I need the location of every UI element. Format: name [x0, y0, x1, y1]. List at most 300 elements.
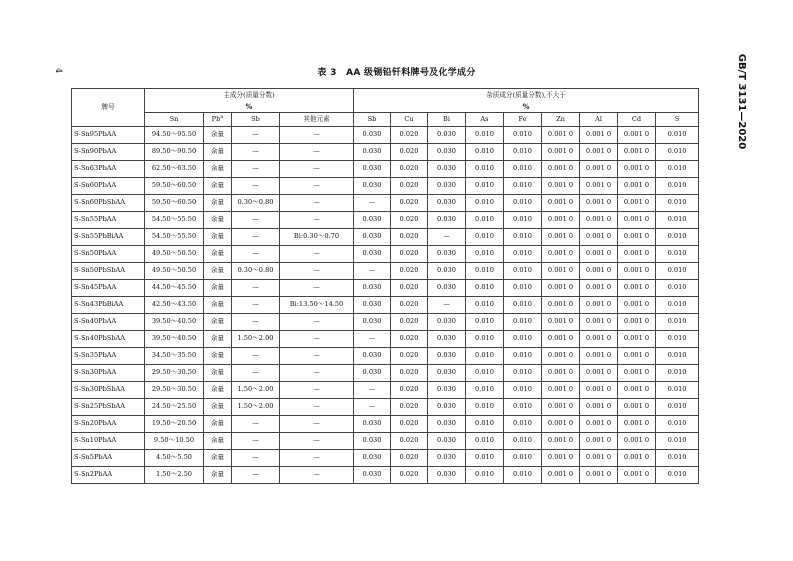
table-cell: —: [232, 280, 280, 297]
header-main-group: 主成分(质量分数): [145, 89, 354, 103]
col-header: Sn: [145, 113, 204, 127]
table-cell: 0.020: [391, 467, 428, 484]
table-cell: 0.001 0: [542, 433, 580, 450]
table-cell: 0.020: [391, 195, 428, 212]
table-cell: 0.010: [466, 263, 504, 280]
table-row: [72, 314, 699, 331]
table-cell: 0.001 0: [580, 467, 618, 484]
col-header: Al: [580, 113, 618, 127]
table-row: [72, 127, 699, 144]
table-cell: 0.010: [466, 467, 504, 484]
table-cell: 0.020: [391, 229, 428, 246]
table-cell: 0.001 0: [580, 246, 618, 263]
table-cell: 0.30～0.80: [232, 263, 280, 280]
table-cell: 29.50～30.50: [145, 365, 204, 382]
table-cell: 0.030: [428, 127, 466, 144]
table-cell: 0.001 0: [580, 433, 618, 450]
table-cell: 59.50～60.50: [145, 195, 204, 212]
brand-cell: S-Sn55PbAA: [72, 212, 145, 229]
brand-cell: S-Sn55PbBiAA: [72, 229, 145, 246]
table-cell: 0.001 0: [618, 399, 656, 416]
table-cell: 0.010: [656, 212, 699, 229]
table-cell: 0.001 0: [580, 382, 618, 399]
col-header-pb: [204, 113, 232, 127]
table-cell: 0.010: [656, 144, 699, 161]
table-cell: —: [354, 399, 391, 416]
brand-cell: S-Sn50PbSbAA: [72, 263, 145, 280]
table-cell: —: [354, 195, 391, 212]
standard-code: GB/T 3131—2020: [736, 53, 748, 150]
table-cell: —: [232, 229, 280, 246]
table-cell: 0.030: [354, 246, 391, 263]
table-cell: 0.010: [466, 399, 504, 416]
table-row: [72, 365, 699, 382]
table-cell: 余量: [204, 195, 232, 212]
table-cell: 0.010: [504, 229, 542, 246]
table-cell: —: [232, 433, 280, 450]
table-cell: 0.010: [504, 450, 542, 467]
table-cell: 0.030: [428, 433, 466, 450]
table-cell: —: [232, 416, 280, 433]
table-cell: 余量: [204, 467, 232, 484]
table-cell: 0.020: [391, 365, 428, 382]
table-cell: 0.030: [428, 263, 466, 280]
table-cell: 1.50～2.00: [232, 331, 280, 348]
table-cell: 余量: [204, 144, 232, 161]
table-cell: 0.010: [504, 348, 542, 365]
table-cell: 0.001 0: [618, 467, 656, 484]
table-cell: 0.001 0: [618, 416, 656, 433]
table-cell: 0.030: [354, 212, 391, 229]
table-row: [72, 263, 699, 280]
table-cell: 0.020: [391, 450, 428, 467]
table-cell: 余量: [204, 229, 232, 246]
table-cell: 0.020: [391, 161, 428, 178]
table-cell: 0.010: [504, 212, 542, 229]
table-row: [72, 161, 699, 178]
table-cell: 0.001 0: [542, 450, 580, 467]
table-cell: 0.020: [391, 382, 428, 399]
table-cell: 0.010: [656, 416, 699, 433]
table-cell: 0.030: [354, 348, 391, 365]
brand-cell: S-Sn30PbSbAA: [72, 382, 145, 399]
table-cell: 0.001 0: [580, 331, 618, 348]
table-cell: 0.010: [466, 195, 504, 212]
table-cell: 0.001 0: [542, 416, 580, 433]
table-cell: 0.030: [354, 127, 391, 144]
table-cell: 余量: [204, 365, 232, 382]
brand-cell: S-Sn60PbSbAA: [72, 195, 145, 212]
table-cell: 0.010: [656, 450, 699, 467]
table-cell: 0.010: [466, 246, 504, 263]
table-cell: 0.030: [354, 365, 391, 382]
table-cell: 0.001 0: [618, 433, 656, 450]
col-header: Sb: [354, 113, 391, 127]
table-cell: 0.001 0: [618, 280, 656, 297]
table-cell: 余量: [204, 161, 232, 178]
table-title: [0, 65, 793, 78]
table-cell: 0.001 0: [580, 399, 618, 416]
table-cell: 0.001 0: [618, 365, 656, 382]
table-cell: 89.50～90.50: [145, 144, 204, 161]
table-cell: 0.010: [504, 297, 542, 314]
table-cell: 0.010: [656, 246, 699, 263]
table-cell: 24.50～25.50: [145, 399, 204, 416]
table-cell: 0.001 0: [618, 212, 656, 229]
table-cell: 0.001 0: [618, 178, 656, 195]
table-cell: 0.001 0: [542, 161, 580, 178]
table-cell: 0.030: [428, 365, 466, 382]
table-cell: 0.010: [656, 178, 699, 195]
table-cell: 0.030: [428, 144, 466, 161]
table-cell: 0.030: [428, 331, 466, 348]
table-cell: 0.010: [504, 127, 542, 144]
table-cell: 0.020: [391, 280, 428, 297]
brand-cell: S-Sn50PbAA: [72, 246, 145, 263]
table-cell: 0.001 0: [542, 127, 580, 144]
table-cell: 0.001 0: [618, 263, 656, 280]
table-cell: —: [280, 365, 354, 382]
col-header: Bi: [428, 113, 466, 127]
table-row: [72, 178, 699, 195]
table-cell: 余量: [204, 348, 232, 365]
table-cell: 0.001 0: [542, 280, 580, 297]
table-cell: 49.50～50.50: [145, 263, 204, 280]
table-cell: 0.010: [504, 144, 542, 161]
table-cell: 34.50～35.50: [145, 348, 204, 365]
table-cell: 0.020: [391, 144, 428, 161]
table-cell: 0.001 0: [542, 467, 580, 484]
table-cell: 0.010: [466, 348, 504, 365]
table-cell: 0.010: [466, 229, 504, 246]
table-cell: 0.001 0: [618, 195, 656, 212]
table-cell: —: [354, 263, 391, 280]
table-row: [72, 331, 699, 348]
table-cell: 0.010: [656, 263, 699, 280]
table-cell: 0.001 0: [580, 178, 618, 195]
table-cell: 0.001 0: [580, 127, 618, 144]
table-cell: 0.010: [656, 280, 699, 297]
table-cell: 0.001 0: [542, 297, 580, 314]
table-cell: 0.030: [428, 178, 466, 195]
table-cell: 0.030: [354, 314, 391, 331]
table-cell: —: [232, 450, 280, 467]
table-cell: 0.001 0: [580, 212, 618, 229]
table-cell: 0.001 0: [580, 263, 618, 280]
table-row: [72, 450, 699, 467]
table-cell: 0.001 0: [542, 382, 580, 399]
table-cell: 0.010: [504, 433, 542, 450]
col-header-pb-text: Pb: [211, 115, 221, 124]
table-cell: 0.001 0: [580, 144, 618, 161]
col-header: Cu: [391, 113, 428, 127]
table-cell: —: [232, 297, 280, 314]
table-cell: 0.010: [466, 178, 504, 195]
table-cell: —: [280, 263, 354, 280]
table-cell: 0.001 0: [580, 161, 618, 178]
table-cell: 0.010: [656, 365, 699, 382]
table-cell: 余量: [204, 382, 232, 399]
table-cell: 0.001 0: [618, 331, 656, 348]
brand-cell: S-Sn45PbAA: [72, 280, 145, 297]
table-cell: —: [280, 399, 354, 416]
table-cell: 0.030: [428, 314, 466, 331]
table-cell: 0.001 0: [618, 127, 656, 144]
table-cell: 1.50～2.50: [145, 467, 204, 484]
brand-cell: S-Sn20PbAA: [72, 416, 145, 433]
table-cell: 0.030: [428, 348, 466, 365]
table-cell: —: [232, 144, 280, 161]
table-cell: 0.030: [428, 467, 466, 484]
page-number: 4: [54, 67, 64, 74]
table-row: [72, 348, 699, 365]
table-cell: 0.001 0: [542, 195, 580, 212]
table-cell: 0.010: [466, 280, 504, 297]
brand-cell: S-Sn63PbAA: [72, 161, 145, 178]
col-header: Sb: [232, 113, 280, 127]
pb-footnote-mark: a: [220, 114, 224, 121]
table-cell: 0.030: [354, 467, 391, 484]
table-cell: 余量: [204, 246, 232, 263]
table-cell: 0.001 0: [542, 365, 580, 382]
table-cell: 0.030: [428, 246, 466, 263]
table-cell: Bi:0.30～0.70: [280, 229, 354, 246]
table-cell: 0.020: [391, 246, 428, 263]
table-cell: 余量: [204, 450, 232, 467]
brand-cell: S-Sn95PbAA: [72, 127, 145, 144]
table-cell: 0.001 0: [542, 178, 580, 195]
table-cell: —: [280, 416, 354, 433]
table-cell: 0.001 0: [542, 314, 580, 331]
brand-cell: S-Sn2PbAA: [72, 467, 145, 484]
table-cell: 0.010: [504, 263, 542, 280]
table-cell: 0.001 0: [542, 348, 580, 365]
table-title-label: 表 3: [317, 68, 337, 78]
table-cell: 余量: [204, 399, 232, 416]
table-cell: —: [354, 382, 391, 399]
table-row: [72, 399, 699, 416]
table-cell: 0.001 0: [542, 212, 580, 229]
table-cell: 0.001 0: [542, 399, 580, 416]
table-cell: 0.020: [391, 212, 428, 229]
table-cell: —: [280, 212, 354, 229]
header-impurity-unit: %: [354, 102, 699, 113]
table-cell: 0.020: [391, 314, 428, 331]
table-cell: 余量: [204, 178, 232, 195]
brand-cell: S-Sn43PbBiAA: [72, 297, 145, 314]
brand-cell: S-Sn30PbAA: [72, 365, 145, 382]
table-cell: 余量: [204, 314, 232, 331]
table-cell: 余量: [204, 331, 232, 348]
table-cell: 42.50～43.50: [145, 297, 204, 314]
table-row: [72, 280, 699, 297]
table-cell: 9.50～10.50: [145, 433, 204, 450]
header-main-unit: %: [145, 102, 354, 113]
table-cell: 54.50～55.50: [145, 229, 204, 246]
table-row: [72, 382, 699, 399]
table-cell: 0.010: [466, 433, 504, 450]
table-cell: 0.020: [391, 297, 428, 314]
table-cell: 0.010: [466, 314, 504, 331]
table-cell: —: [280, 467, 354, 484]
table-cell: 0.010: [466, 161, 504, 178]
table-cell: —: [280, 161, 354, 178]
table-cell: 0.010: [656, 229, 699, 246]
table-cell: 0.020: [391, 263, 428, 280]
table-row: [72, 212, 699, 229]
table-cell: 0.010: [656, 195, 699, 212]
brand-cell: S-Sn90PbAA: [72, 144, 145, 161]
table-cell: 0.001 0: [618, 229, 656, 246]
table-cell: —: [232, 178, 280, 195]
table-cell: 0.010: [504, 280, 542, 297]
table-cell: —: [280, 433, 354, 450]
table-cell: 余量: [204, 212, 232, 229]
table-cell: 0.001 0: [580, 229, 618, 246]
table-cell: —: [428, 297, 466, 314]
table-cell: 0.30～0.80: [232, 195, 280, 212]
table-cell: 0.030: [354, 450, 391, 467]
table-cell: 0.010: [466, 450, 504, 467]
table-row: [72, 433, 699, 450]
table-cell: 0.030: [428, 212, 466, 229]
brand-cell: S-Sn35PbAA: [72, 348, 145, 365]
table-cell: Bi:13.50～14.50: [280, 297, 354, 314]
table-cell: 39.50～40.50: [145, 314, 204, 331]
table-row: [72, 144, 699, 161]
table-cell: 0.030: [428, 280, 466, 297]
table-cell: 0.010: [466, 365, 504, 382]
table-cell: 0.010: [504, 365, 542, 382]
table-cell: 62.50～63.50: [145, 161, 204, 178]
col-header: Cd: [618, 113, 656, 127]
table-cell: 4.50～5.50: [145, 450, 204, 467]
table-title-text: AA 级锡铅钎料牌号及化学成分: [346, 68, 476, 78]
table-cell: 0.010: [656, 433, 699, 450]
table-cell: 0.001 0: [618, 161, 656, 178]
table-cell: 0.030: [428, 450, 466, 467]
table-cell: —: [280, 382, 354, 399]
table-cell: 0.010: [656, 467, 699, 484]
table-row: [72, 246, 699, 263]
table-cell: 0.020: [391, 416, 428, 433]
table-cell: 0.010: [656, 161, 699, 178]
table-cell: 0.030: [428, 399, 466, 416]
table-cell: 余量: [204, 280, 232, 297]
table-cell: 0.020: [391, 348, 428, 365]
table-cell: 0.030: [354, 144, 391, 161]
table-cell: 0.001 0: [542, 229, 580, 246]
table-cell: 0.010: [504, 246, 542, 263]
table-cell: 0.010: [504, 178, 542, 195]
col-header: 其他元素: [280, 113, 354, 127]
table-cell: —: [280, 144, 354, 161]
table-cell: 余量: [204, 127, 232, 144]
table-cell: 0.001 0: [542, 246, 580, 263]
table-cell: 0.010: [504, 416, 542, 433]
table-cell: 0.010: [466, 382, 504, 399]
table-cell: 0.010: [504, 161, 542, 178]
table-cell: 0.010: [504, 314, 542, 331]
table-cell: 0.001 0: [580, 450, 618, 467]
table-cell: 0.020: [391, 178, 428, 195]
table-cell: 0.030: [354, 416, 391, 433]
table-cell: 0.020: [391, 399, 428, 416]
table-cell: 0.030: [428, 382, 466, 399]
col-header: Zn: [542, 113, 580, 127]
table-cell: —: [232, 467, 280, 484]
table-cell: 0.001 0: [618, 314, 656, 331]
table-cell: —: [280, 280, 354, 297]
table-cell: 54.50～55.50: [145, 212, 204, 229]
table-cell: —: [232, 161, 280, 178]
col-header: Fe: [504, 113, 542, 127]
table-cell: —: [280, 195, 354, 212]
table-body: [72, 127, 699, 484]
table-cell: 0.020: [391, 331, 428, 348]
table-cell: 0.001 0: [618, 348, 656, 365]
table-cell: 49.50～50.50: [145, 246, 204, 263]
table-cell: —: [354, 331, 391, 348]
table-cell: 余量: [204, 433, 232, 450]
table-cell: 0.001 0: [618, 450, 656, 467]
table-cell: 94.50～95.50: [145, 127, 204, 144]
table-cell: —: [280, 178, 354, 195]
table-cell: 0.030: [354, 297, 391, 314]
table-row: [72, 416, 699, 433]
table-cell: —: [280, 246, 354, 263]
table-cell: 19.50～20.50: [145, 416, 204, 433]
table-cell: 0.030: [354, 229, 391, 246]
table-cell: 0.001 0: [618, 144, 656, 161]
col-header: As: [466, 113, 504, 127]
table-cell: —: [232, 212, 280, 229]
table-cell: 39.50～40.50: [145, 331, 204, 348]
table-cell: —: [280, 331, 354, 348]
table-cell: —: [232, 246, 280, 263]
table-cell: 0.030: [428, 416, 466, 433]
table-cell: 余量: [204, 297, 232, 314]
brand-cell: S-Sn5PbAA: [72, 450, 145, 467]
table-cell: —: [280, 450, 354, 467]
table-cell: 0.010: [504, 195, 542, 212]
table-cell: 0.001 0: [580, 195, 618, 212]
table-cell: —: [232, 348, 280, 365]
table-cell: 0.030: [354, 280, 391, 297]
table-cell: 0.030: [428, 195, 466, 212]
table-cell: 0.010: [466, 127, 504, 144]
table-cell: 0.010: [504, 467, 542, 484]
table-cell: 0.010: [656, 331, 699, 348]
table-cell: 0.010: [466, 416, 504, 433]
table-cell: 44.50～45.50: [145, 280, 204, 297]
table-cell: 0.010: [504, 331, 542, 348]
table-cell: 0.001 0: [580, 297, 618, 314]
col-header: S: [656, 113, 699, 127]
table-cell: 0.030: [354, 178, 391, 195]
table-cell: —: [232, 314, 280, 331]
table-cell: 0.001 0: [618, 246, 656, 263]
composition-table: [71, 88, 699, 484]
table-cell: 0.001 0: [580, 365, 618, 382]
table-cell: —: [280, 314, 354, 331]
table-cell: 0.030: [354, 433, 391, 450]
table-cell: 0.010: [466, 331, 504, 348]
table-cell: —: [428, 229, 466, 246]
table-row: [72, 467, 699, 484]
table-cell: 1.50～2.00: [232, 382, 280, 399]
table-cell: 0.010: [656, 399, 699, 416]
